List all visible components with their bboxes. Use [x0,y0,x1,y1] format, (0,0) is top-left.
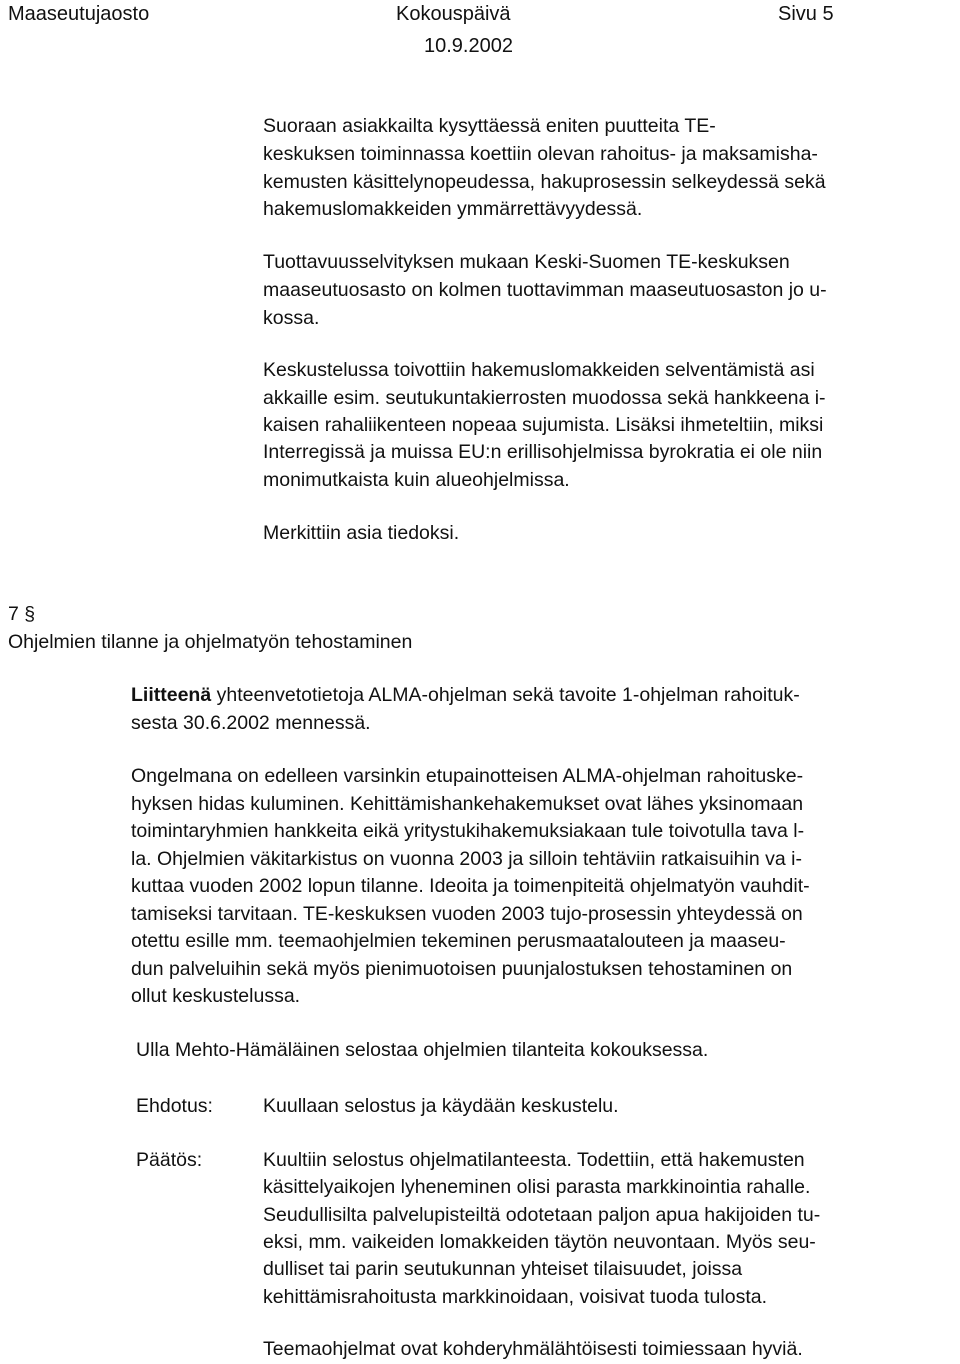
decision-text: Merkittiin asia tiedoksi. [263,522,460,544]
text-line: Suoraan asiakkailta kysyttäessä eniten puutteita TE- [263,115,716,137]
text-line: Tuottavuusselvityksen mukaan Keski-Suomen TE-keskuksen [263,251,790,273]
text-line: Seudullisilta palvelupisteiltä odotetaan paljon apua hakijoiden tu- [263,1204,821,1226]
text-line: eksi, mm. vaikeiden lomakkeiden täytön neuvontaan. Myös seu- [263,1231,816,1253]
text-line: Keskustelussa toivottiin hakemuslomakkeiden selventämistä asi [263,359,815,381]
text-line: Interregissä ja muissa EU:n erillisohjelmissa byrokratia ei ole niin [263,441,823,463]
text-line: keskuksen toiminnassa koettiin olevan rahoitus- ja maksamisha- [263,143,818,165]
text-line: kossa. [263,307,320,329]
text-line: hyksen hidas kuluminen. Kehittämishankehakemukset ovat lähes yksinomaan [131,793,804,815]
proposal-text: Kuullaan selostus ja käydään keskustelu. [263,1095,619,1117]
text-line: tamiseksi tarvitaan. TE-keskuksen vuoden 2003 tujo-prosessin yhteydessä on [131,903,803,925]
text-line: sesta 30.6.2002 mennessä. [131,712,371,734]
text-line: ollut keskustelussa. [131,985,301,1007]
header-committee: Maaseutujaosto [8,3,150,25]
attachment-line [131,686,800,706]
text-line: otettu esille mm. teemaohjelmien tekeminen perusmaatalouteen ja maaseu- [131,930,786,952]
header-date: 10.9.2002 [424,35,513,57]
text-line: dulliset tai parin seutukunnan yhteiset tilaisuudet, joissa [263,1258,743,1280]
header-meeting-date-label: Kokouspäivä [396,3,511,25]
header-page-number: Sivu 5 [778,3,834,25]
attachment-label: Liitteenä [131,684,212,706]
presenter-text: Ulla Mehto-Hämäläinen selostaa ohjelmien tilanteita kokouksessa. [136,1039,709,1061]
text-line: monimutkaista kuin alueohjelmissa. [263,469,570,491]
text-line: la. Ohjelmien väkitarkistus on vuonna 2003 ja silloin tehtäviin ratkaisuihin va i- [131,848,802,870]
text-line: dun palveluihin sekä myös pienimuotoisen puunjalostuksen tehostaminen on [131,958,793,980]
text-line: käsittelyaikojen lyheneminen olisi parasta markkinointia rahalle. [263,1176,811,1198]
text-line: kaisen rahaliikenteen nopeaa sujumista. Lisäksi ihmeteltiin, miksi [263,414,824,436]
decision-label: Päätös: [136,1149,203,1171]
text-line: kuttaa vuoden 2002 lopun tilanne. Ideoita ja toimenpiteitä ohjelmatyön vauhdit- [131,875,810,897]
text-line: hakemuslomakkeiden ymmärrettävyydessä. [263,198,643,220]
text-line: maaseutuosasto on kolmen tuottavimman maaseutuosaston jo u- [263,279,827,301]
text-line: Kuultiin selostus ohjelmatilanteesta. Todettiin, että hakemusten [263,1149,805,1171]
text-line: akkaille esim. seutukuntakierrosten muodossa sekä hankkeena i- [263,387,826,409]
text-line: kehittämisrahoitusta markkinoidaan, voisivat tuoda tulosta. [263,1286,768,1308]
section-title: Ohjelmien tilanne ja ohjelmatyön tehostaminen [8,631,413,653]
text-line: toimintaryhmien hankkeita eikä yritystukihakemuksiakaan tule toivotulla tava l- [131,820,805,842]
attachment-text: yhteenvetotietoja ALMA-ohjelman sekä tavoite 1-ohjelman rahoituk- [211,684,800,706]
theme-programs-text: Teemaohjelmat ovat kohderyhmälähtöisesti toimiessaan hyviä. [263,1338,803,1360]
proposal-label: Ehdotus: [136,1095,213,1117]
section-number: 7 § [8,603,36,625]
text-line: Ongelmana on edelleen varsinkin etupainotteisen ALMA-ohjelman rahoituske- [131,765,804,787]
text-line: kemusten käsittelynopeudessa, hakuprosessin selkeydessä sekä [263,171,826,193]
